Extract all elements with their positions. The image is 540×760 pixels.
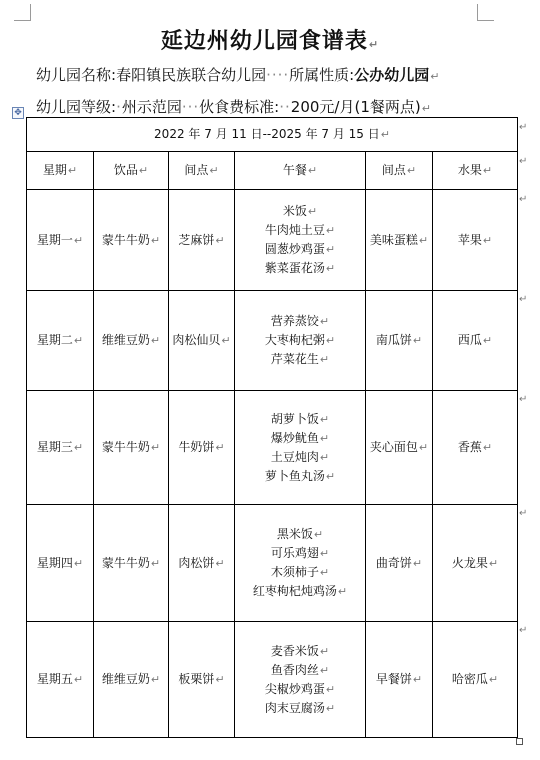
level-label: 幼儿园等级: <box>36 98 117 116</box>
paragraph-mark: ↵ <box>412 556 423 570</box>
paragraph-mark: ↵ <box>319 315 330 328</box>
date-range-cell: 2022 年 7 月 11 日--2025 年 7 月 15 日↵ <box>27 118 518 152</box>
paragraph-mark: ↵ <box>215 233 225 247</box>
paragraph-mark: ↵ <box>421 102 431 115</box>
row-end-mark: ↵ <box>519 294 528 305</box>
paragraph-mark: ↵ <box>221 334 231 347</box>
paragraph-mark: ↵ <box>325 243 336 256</box>
day-cell: 星期二↵ <box>27 291 94 391</box>
header-fruit: 水果↵ <box>433 152 518 190</box>
lunch-cell <box>235 291 366 391</box>
paragraph-mark: ↵ <box>406 164 417 177</box>
lunch-dish: 爆炒鱿鱼↵ <box>270 430 330 445</box>
kindergarten-name-value: 春阳镇民族联合幼儿园 <box>116 66 267 84</box>
paragraph-mark: ↵ <box>488 673 499 686</box>
paragraph-mark: ↵ <box>150 441 161 454</box>
paragraph-mark: ↵ <box>307 164 318 177</box>
lunch-dish: 米饭↵ <box>282 204 318 218</box>
lunch-dish: 可乐鸡翅↵ <box>270 546 330 560</box>
document-title: 延边州幼儿园食谱表↵ <box>160 29 380 54</box>
table-row <box>27 291 518 391</box>
paragraph-mark: ↵ <box>209 164 219 177</box>
row-end-mark: ↵ <box>519 194 528 205</box>
info-line-2: 幼儿园等级:·州示范园···伙食费标准:··200元/月(1餐两点)↵ <box>36 98 431 116</box>
paragraph-mark: ↵ <box>73 441 84 454</box>
lunch-cell <box>235 505 366 622</box>
lunch-dish: 萝卜鱼丸汤↵ <box>264 468 336 483</box>
page-corner-mark-top-right <box>477 4 494 21</box>
paragraph-mark: ↵ <box>73 334 84 347</box>
lunch-dish: 鱼香肉丝↵ <box>270 662 330 677</box>
paragraph-mark: ↵ <box>150 673 161 686</box>
row-end-mark: ↵ <box>519 156 528 167</box>
paragraph-mark: ↵ <box>73 673 84 686</box>
table-row <box>27 190 518 291</box>
fruit-cell: 香蕉↵ <box>433 391 518 505</box>
lunch-dish: 紫菜蛋花汤↵ <box>264 261 336 275</box>
paragraph-mark: ↵ <box>319 353 330 366</box>
snack-1-cell: 板栗饼↵ <box>169 622 235 738</box>
paragraph-mark: ↵ <box>482 164 493 177</box>
day-cell: 星期三↵ <box>27 391 94 505</box>
paragraph-mark: ↵ <box>325 469 336 483</box>
paragraph-mark: ↵ <box>319 566 330 579</box>
drink-cell: 蒙牛牛奶↵ <box>94 190 169 291</box>
table-resize-handle[interactable] <box>516 738 523 745</box>
paragraph-mark: ↵ <box>430 70 440 83</box>
paragraph-mark: ↵ <box>138 164 149 177</box>
drink-cell: 蒙牛牛奶↵ <box>94 391 169 505</box>
nature-label: 所属性质: <box>289 66 355 84</box>
row-end-mark: ↵ <box>519 122 528 133</box>
lunch-dish: 红枣枸杞炖鸡汤↵ <box>252 584 348 598</box>
paragraph-mark: ↵ <box>319 663 330 677</box>
lunch-dish: 营养蒸饺↵ <box>270 314 330 328</box>
paragraph-mark: ↵ <box>482 334 493 347</box>
date-row <box>27 118 518 152</box>
drink-cell: 维维豆奶↵ <box>94 622 169 738</box>
table-row <box>27 505 518 622</box>
snack-1-cell: 肉松仙贝↵ <box>169 291 235 391</box>
paragraph-mark: ↵ <box>73 556 84 570</box>
menu-table-body <box>27 118 518 738</box>
paragraph-mark: ↵ <box>67 164 78 177</box>
header-day: 星期↵ <box>27 152 94 190</box>
snack-1-cell: 芝麻饼↵ <box>169 190 235 291</box>
row-end-mark: ↵ <box>519 508 528 519</box>
paragraph-mark: ↵ <box>325 701 336 715</box>
paragraph-mark: ↵ <box>418 233 429 247</box>
lunch-dish: 大枣枸杞粥↵ <box>264 333 336 347</box>
paragraph-mark: ↵ <box>215 673 225 686</box>
snack-2-cell: 夹心面包↵ <box>366 391 433 505</box>
paragraph-mark: ↵ <box>412 334 423 347</box>
fruit-cell: 西瓜↵ <box>433 291 518 391</box>
lunch-dish: 牛肉炖土豆↵ <box>264 223 336 237</box>
paragraph-mark: ↵ <box>319 450 330 464</box>
paragraph-mark: ↵ <box>325 224 336 237</box>
paragraph-mark: ↵ <box>368 38 380 51</box>
info-line-1: 幼儿园名称:春阳镇民族联合幼儿园····所属性质:公办幼儿园↵ <box>36 66 440 84</box>
level-value: 州示范园 <box>121 98 182 116</box>
lunch-dish: 土豆炖肉↵ <box>270 449 330 464</box>
fee-label: 伙食费标准: <box>199 98 280 116</box>
snack-1-cell: 牛奶饼↵ <box>169 391 235 505</box>
nature-value: 公办幼儿园 <box>354 66 430 84</box>
snack-1-cell: 肉松饼↵ <box>169 505 235 622</box>
day-cell: 星期四↵ <box>27 505 94 622</box>
day-cell: 星期五↵ <box>27 622 94 738</box>
paragraph-mark: ↵ <box>337 585 348 598</box>
lunch-cell <box>235 622 366 738</box>
fruit-cell: 火龙果↵ <box>433 505 518 622</box>
header-snack-2: 间点↵ <box>366 152 433 190</box>
lunch-dish: 黑米饭↵ <box>276 527 324 541</box>
header-drink: 饮品↵ <box>94 152 169 190</box>
paragraph-mark: ↵ <box>412 673 423 686</box>
snack-2-cell: 美味蛋糕↵ <box>366 190 433 291</box>
lunch-dish: 肉末豆腐汤↵ <box>264 700 336 715</box>
lunch-cell <box>235 391 366 505</box>
lunch-dish: 木须柿子↵ <box>270 565 330 579</box>
table-move-handle-icon[interactable]: ✥ <box>12 107 24 119</box>
day-cell: 星期一↵ <box>27 190 94 291</box>
paragraph-mark: ↵ <box>319 431 330 445</box>
paragraph-mark: ↵ <box>325 262 336 275</box>
paragraph-mark: ↵ <box>319 644 330 658</box>
fruit-cell: 苹果↵ <box>433 190 518 291</box>
drink-cell: 维维豆奶↵ <box>94 291 169 391</box>
paragraph-mark: ↵ <box>73 233 84 247</box>
paragraph-mark: ↵ <box>380 128 390 141</box>
snack-2-cell: 南瓜饼↵ <box>366 291 433 391</box>
table-row <box>27 391 518 505</box>
paragraph-mark: ↵ <box>150 556 161 570</box>
paragraph-mark: ↵ <box>319 412 330 426</box>
paragraph-mark: ↵ <box>150 334 161 347</box>
paragraph-mark: ↵ <box>325 682 336 696</box>
paragraph-mark: ↵ <box>150 233 161 247</box>
kindergarten-name-label: 幼儿园名称: <box>36 66 117 84</box>
row-end-mark: ↵ <box>519 625 528 636</box>
menu-table <box>26 117 518 738</box>
lunch-dish: 麦香米饭↵ <box>270 643 330 658</box>
paragraph-mark: ↵ <box>418 441 429 454</box>
fruit-cell: 哈密瓜↵ <box>433 622 518 738</box>
paragraph-mark: ↵ <box>482 441 493 454</box>
lunch-cell <box>235 190 366 291</box>
header-row <box>27 152 518 190</box>
header-lunch: 午餐↵ <box>235 152 366 190</box>
page-corner-mark-top-left <box>14 4 31 21</box>
lunch-dish: 尖椒炒鸡蛋↵ <box>264 681 336 696</box>
fee-value: 200元/月(1餐两点) <box>290 98 421 116</box>
snack-2-cell: 曲奇饼↵ <box>366 505 433 622</box>
paragraph-mark: ↵ <box>215 441 225 454</box>
header-snack-1: 间点↵ <box>169 152 235 190</box>
table-row <box>27 622 518 738</box>
paragraph-mark: ↵ <box>307 205 318 218</box>
lunch-dish: 芹菜花生↵ <box>270 352 330 366</box>
drink-cell: 蒙牛牛奶↵ <box>94 505 169 622</box>
paragraph-mark: ↵ <box>325 334 336 347</box>
row-end-mark: ↵ <box>519 394 528 405</box>
paragraph-mark: ↵ <box>313 528 324 541</box>
paragraph-mark: ↵ <box>215 556 225 570</box>
lunch-dish: 胡萝卜饭↵ <box>270 411 330 426</box>
paragraph-mark: ↵ <box>482 233 493 247</box>
paragraph-mark: ↵ <box>319 547 330 560</box>
paragraph-mark: ↵ <box>488 556 499 570</box>
lunch-dish: 圆葱炒鸡蛋↵ <box>264 242 336 256</box>
snack-2-cell: 早餐饼↵ <box>366 622 433 738</box>
